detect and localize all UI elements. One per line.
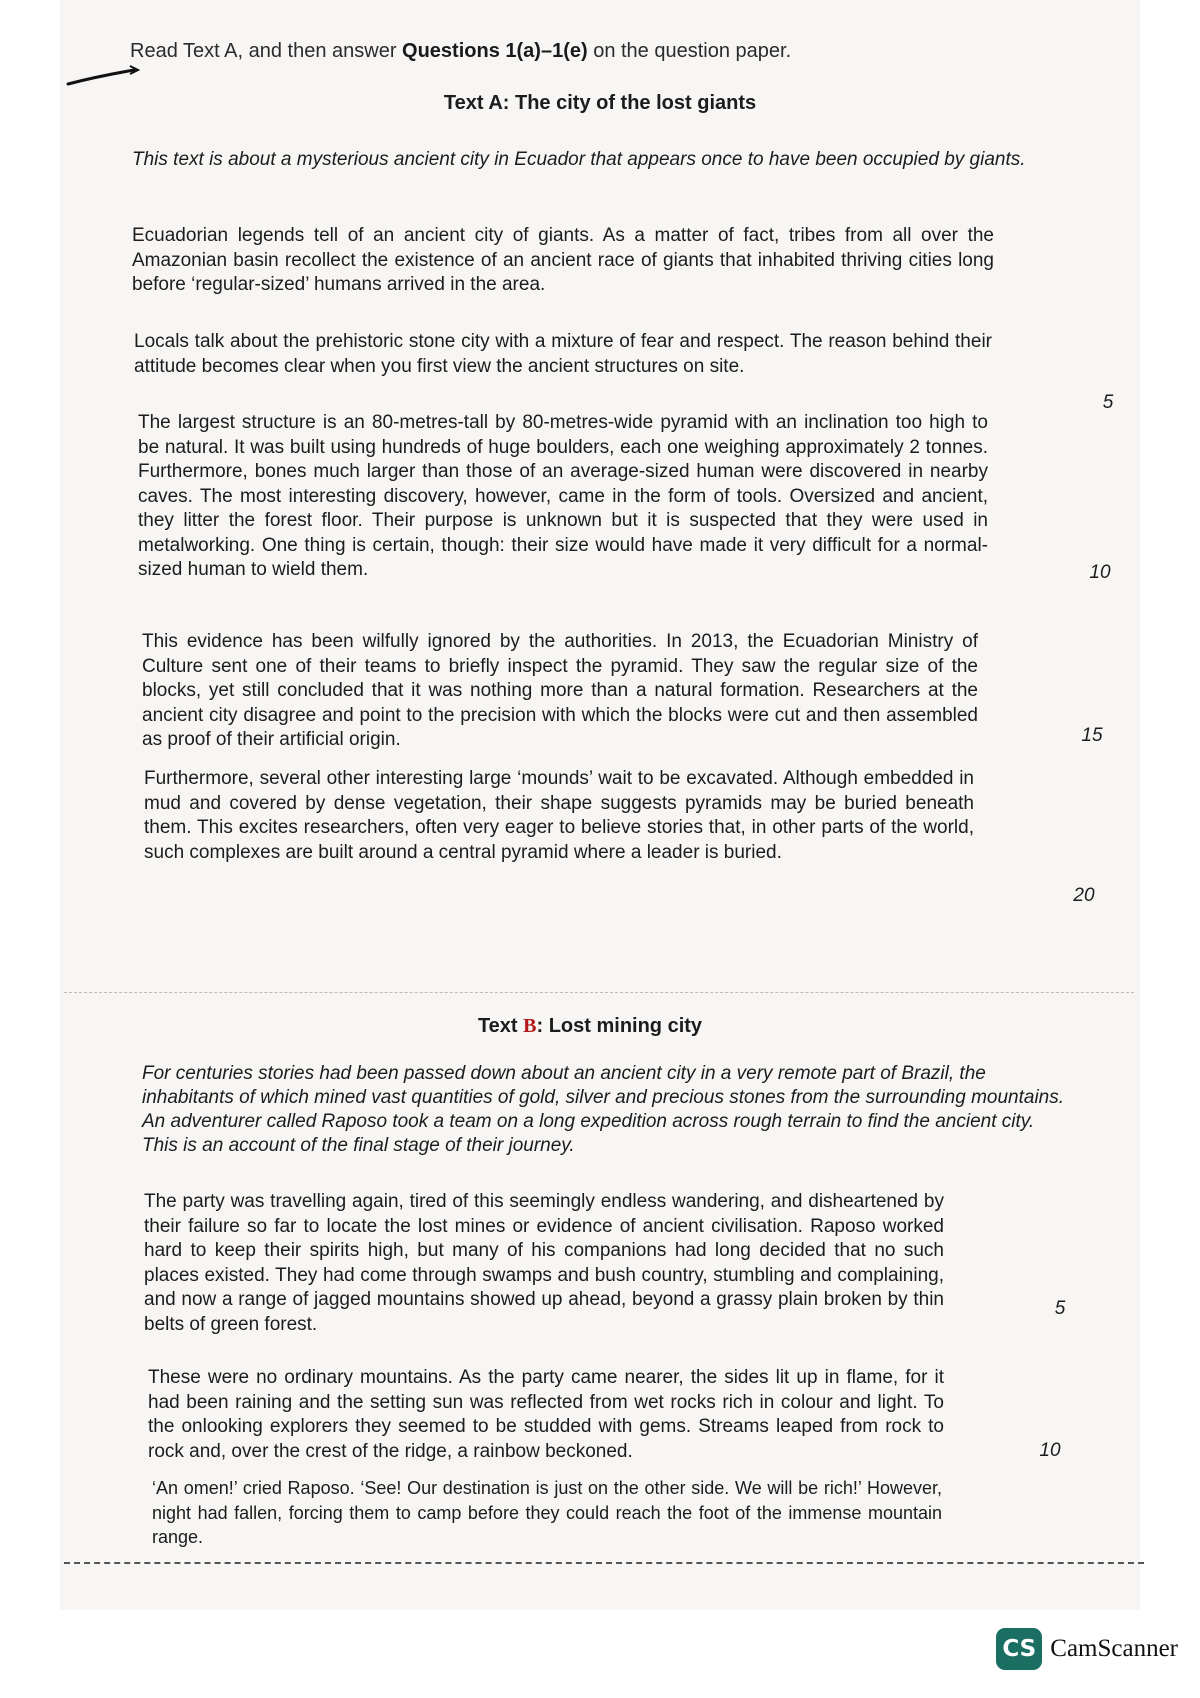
text-b-title-prefix: Text <box>477 1015 524 1037</box>
instruction-suffix: on the question paper. <box>587 40 792 62</box>
pen-mark-icon <box>66 62 140 92</box>
text-b-paragraph-3: ‘An omen!’ cried Raposo. ‘See! Our destination is just on the other side. We will be rich!’ However, night had fallen, forcing them to camp before they could reach the foot of the immense mountain range. <box>152 1478 942 1547</box>
instruction-line <box>130 40 791 63</box>
camscanner-watermark <box>996 1628 1178 1670</box>
bottom-divider <box>64 1562 1144 1564</box>
text-b-line-number: 10 <box>1039 1440 1061 1461</box>
text-b-title <box>380 1015 800 1038</box>
instruction-questions: Questions 1(a)–1(e) <box>402 40 588 62</box>
text-a-paragraph-4: This evidence has been wilfully ignored by the authorities. In 2013, the Ecuadorian Ministry of Culture sent one of their teams to briefly inspect the pyramid. They saw the regular size of the blocks, yet still concluded that it was nothing more than a natural formation. Researchers at the ancient city disagree and point to the precision with which the blocks were cut and then assembled as proof of their artificial origin. <box>142 631 978 750</box>
text-b-line-number: 5 <box>1054 1298 1066 1319</box>
text-b-title-letter: B <box>523 1015 537 1037</box>
section-divider <box>64 992 1134 993</box>
text-a-paragraph-5: Furthermore, several other interesting large ‘mounds’ wait to be excavated. Although embedded in mud and covered by dense vegetation, their shape suggests pyramids may be buried beneath them. This excites researchers, often very eager to believe stories that, in other parts of the world, such complexes are built around a central pyramid where a leader is buried. <box>144 768 974 863</box>
instruction-prefix: Read Text A, and then answer <box>130 40 403 62</box>
text-a-line-number: 20 <box>1073 885 1095 906</box>
text-b-title-suffix: : Lost mining city <box>536 1015 703 1037</box>
text-a-intro: This text is about a mysterious ancient city in Ecuador that appears once to have been occupied by giants. <box>132 149 1026 170</box>
camscanner-name: CamScanner <box>1050 1635 1178 1662</box>
text-b-intro: For centuries stories had been passed down about an ancient city in a very remote part of Brazil, the inhabitants of which mined vast quantities of gold, silver and precious stones from the surrounding mountains. An adventurer called Raposo took a team on a long expedition across rough terrain to find the ancient city. This is an account of the final stage of their journey. <box>142 1063 1065 1156</box>
text-a-line-number: 15 <box>1081 725 1103 746</box>
text-b-paragraph-1: The party was travelling again, tired of this seemingly endless wandering, and disheartened by their failure so far to locate the lost mines or evidence of ancient civilisation. Raposo worked hard to keep their spirits high, but many of his companions had long decided that no such places existed. They had come through swamps and bush country, stumbling and complaining, and now a range of jagged mountains showed up ahead, beyond a grassy plain broken by thin belts of green forest. <box>144 1191 944 1335</box>
text-a-title: Text A: The city of the lost giants <box>443 92 757 114</box>
text-a-paragraph-1: Ecuadorian legends tell of an ancient city of giants. As a matter of fact, tribes from all over the Amazonian basin recollect the existence of an ancient race of giants that inhabited thriving cities long before ‘regular-sized’ humans arrived in the area. <box>132 225 994 295</box>
text-a-paragraph-3: The largest structure is an 80-metres-tall by 80-metres-wide pyramid with an inclination too high to be natural. It was built using hundreds of huge boulders, each one weighing approximately 2 tonnes. Furthermore, bones much larger than those of an average-sized human were discovered in nearby caves. The most interesting discovery, however, came in the form of tools. Oversized and ancient, they litter the forest floor. Their purpose is unknown but it is suspected that they were used in metalworking. One thing is certain, though: their size would have made it very difficult for a normal-sized human to wield them. <box>138 412 988 580</box>
camscanner-logo-icon: CS <box>996 1628 1042 1670</box>
text-a-paragraph-2: Locals talk about the prehistoric stone city with a mixture of fear and respect. The reason behind their attitude becomes clear when you first view the ancient structures on site. <box>134 331 992 377</box>
text-a-line-number: 10 <box>1089 562 1111 583</box>
text-b-paragraph-2: These were no ordinary mountains. As the party came nearer, the sides lit up in flame, for it had been raining and the setting sun was reflected from wet rocks rich in colour and light. To the onlooking explorers they seemed to be studded with gems. Streams leaped from rock to rock and, over the crest of the ridge, a rainbow beckoned. <box>148 1367 944 1462</box>
text-a-line-number: 5 <box>1102 392 1114 413</box>
